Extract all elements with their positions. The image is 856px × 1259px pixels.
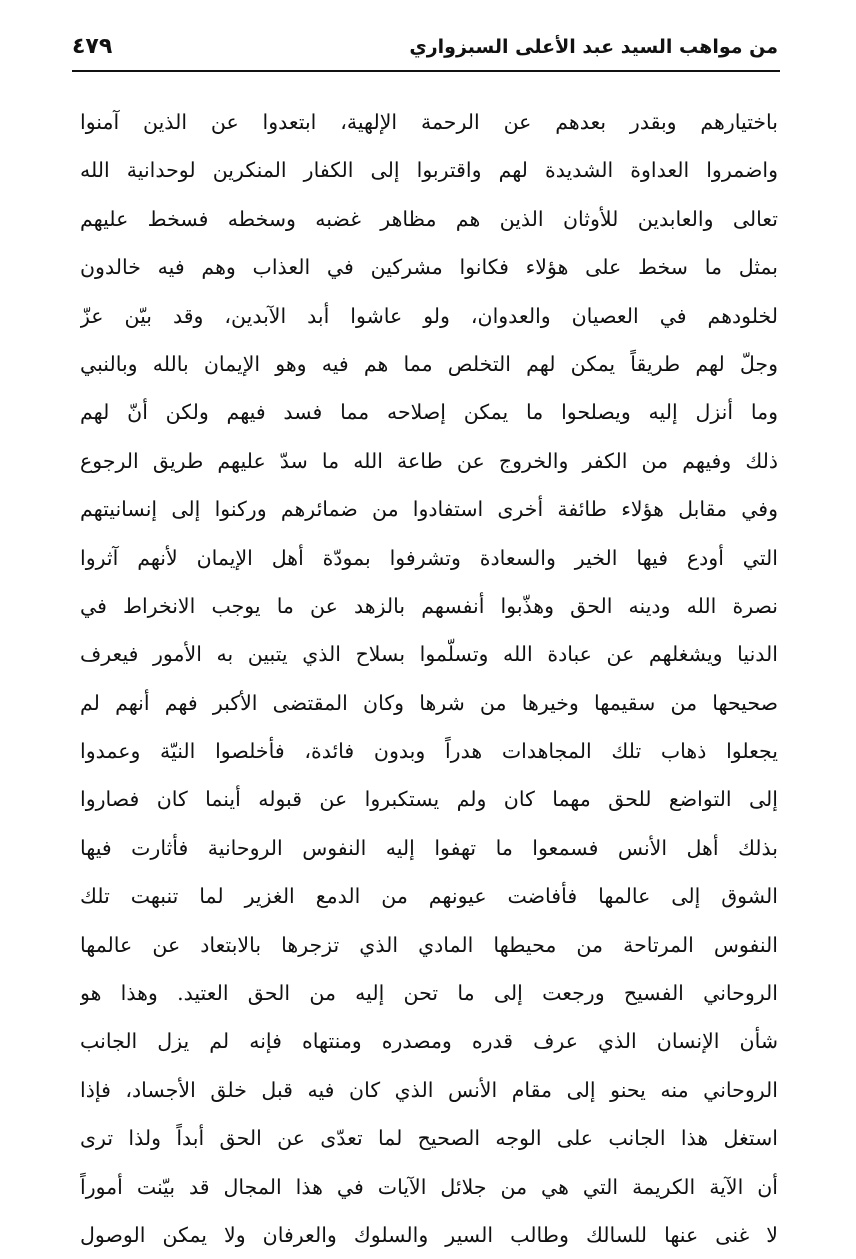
text-line: التي أودع فيها الخير والسعادة وتشرفوا بمودّة أهل الإيمان لأنهم آثروا (80, 545, 778, 570)
text-line: إلى التواضع للحق مهما كان ولم يستكبروا عن قبوله أينما كان فصاروا (80, 787, 778, 812)
text-line: النفوس المرتاحة من محيطها المادي الذي تزجرها بالابتعاد عن عالمها (80, 932, 778, 957)
body-text (80, 98, 778, 1259)
text-line: وفي مقابل هؤلاء طائفة أخرى استفادوا من ضمائرهم وركنوا إلى إنسانيتهم (80, 497, 778, 522)
text-line: لخلودهم في العصيان والعدوان، ولو عاشوا أبد الآبدين، وقد بيّن عزّ (80, 303, 778, 328)
text-line: صحيحها من سقيمها وخيرها من شرها وكان المقتضى الأكبر فهم أنهم لم (80, 690, 778, 715)
text-line: الدنيا ويشغلهم عن عبادة الله وتسلّموا بسلاح الذي يتبين به الأمور فيعرف (80, 642, 778, 667)
text-line: نصرة الله ودينه الحق وهذّبوا أنفسهم بالزهد عن ما يوجب الانخراط في (80, 593, 778, 618)
text-line: باختيارهم وبقدر بعدهم عن الرحمة الإلهية، ابتعدوا عن الذين آمنوا (80, 110, 778, 134)
text-line: الشوق إلى عالمها فأفاضت عيونهم من الدمع الغزير لما تنبهت تلك (80, 884, 778, 909)
text-line: يجعلوا ذهاب تلك المجاهدات هدراً وبدون فائدة، فأخلصوا النيّة وعمدوا (80, 739, 778, 764)
text-line: لا غنى عنها للسالك وطالب السير والسلوك والعرفان ولا يمكن الوصول (80, 1222, 778, 1247)
text-line: الروحاني منه يحنو إلى مقام الأنس الذي كان فيه قبل خلق الأجساد، فإذا (80, 1077, 778, 1102)
text-line: وما أنزل إليه ويصلحوا ما يمكن إصلاحه مما فسد فيهم ولكن أنّ لهم (80, 400, 778, 425)
text-line: واضمروا العداوة الشديدة لهم واقتربوا إلى الكفار المنكرين لوحدانية الله (80, 158, 778, 183)
running-title: من مواهب السيد عبد الأعلى السبزواري (409, 36, 778, 58)
page-number: ٤٧٩ (72, 34, 113, 59)
text-line: الروحاني الفسيح ورجعت إلى ما تحن إليه من الحق العتيد. وهذا هو (80, 981, 778, 1006)
running-header (72, 30, 778, 70)
header-rule (72, 70, 780, 72)
text-line: ذلك وفيهم من الكفر والخروج عن طاعة الله ما سدّ عليهم طريق الرجوع (80, 448, 778, 473)
text-line: تعالى والعابدين للأوثان الذين هم مظاهر غضبه وسخطه فسخط عليهم (80, 206, 778, 231)
text-line: وجلّ لهم طريقاً يمكن لهم التخلص مما هم فيه وهو الإيمان بالله وبالنبي (80, 351, 778, 376)
text-line: بذلك أهل الأنس فسمعوا ما تهفوا إليه النفوس الروحانية فأثارت فيها (80, 835, 778, 860)
text-line: استغل هذا الجانب على الوجه الصحيح لما تعدّى عن الحق أبداً ولذا ترى (80, 1126, 778, 1151)
text-line: شأن الإنسان الذي عرف قدره ومصدره ومنتهاه فإنه لم يزل الجانب (80, 1029, 778, 1054)
text-line: أن الآية الكريمة التي هي من جلائل الآيات في هذا المجال قد بيّنت أموراً (80, 1174, 778, 1199)
text-line: بمثل ما سخط على هؤلاء فكانوا مشركين في العذاب وهم فيه خالدون (80, 255, 778, 280)
